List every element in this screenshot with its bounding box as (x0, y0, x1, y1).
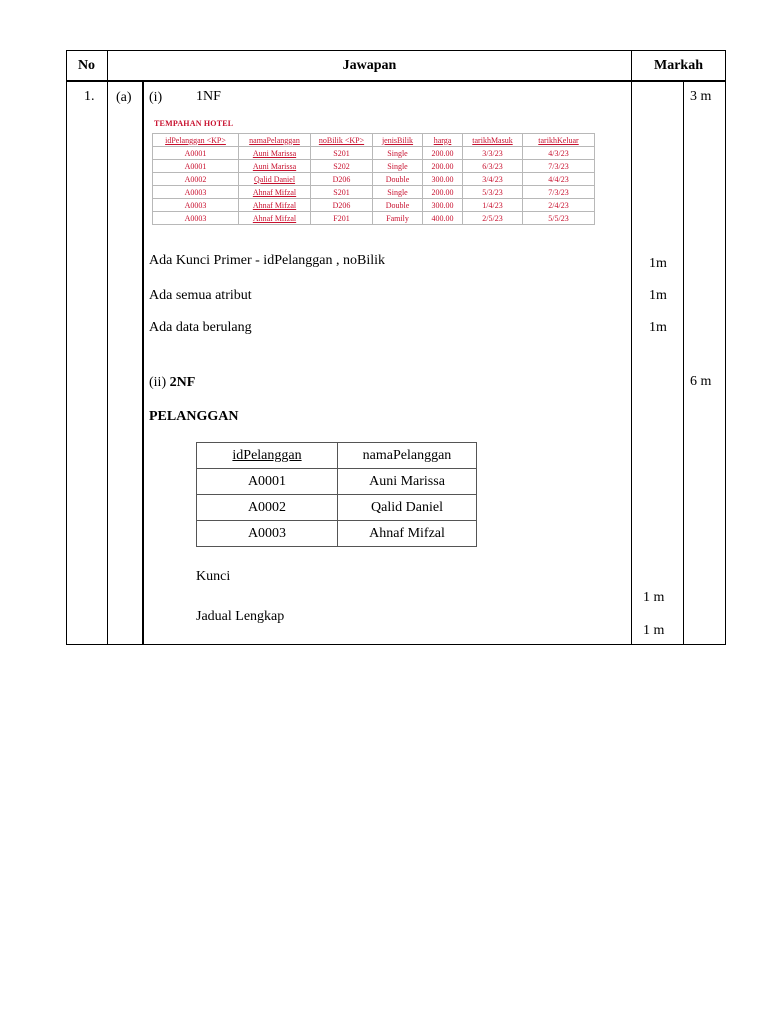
pelanggan-row (197, 495, 477, 521)
1nf-cell: Auni Marissa (239, 160, 311, 173)
1nf-header-cell: namaPelanggan (239, 134, 311, 147)
part-i-title: 1NF (196, 89, 221, 104)
1nf-cell: F201 (311, 212, 373, 225)
pelanggan-header-row (197, 443, 477, 469)
pelanggan-table (196, 442, 477, 547)
1nf-cell: Family (373, 212, 423, 225)
1nf-cell: Double (373, 173, 423, 186)
1nf-cell: Single (373, 147, 423, 160)
criterion-repeating-data: Ada data berulang (149, 320, 252, 335)
column-divider-jawapan (631, 50, 632, 645)
1nf-cell: A0001 (153, 147, 239, 160)
criterion-kunci: Kunci (196, 569, 231, 584)
1nf-cell: S202 (311, 160, 373, 173)
1nf-cell: S201 (311, 147, 373, 160)
part-ii-label: (ii) (149, 375, 167, 390)
pelanggan-cell: Ahnaf Mifzal (338, 521, 477, 547)
1nf-cell: 300.00 (423, 199, 463, 212)
table-border-top (66, 50, 726, 51)
1nf-cell: Ahnaf Mifzal (239, 186, 311, 199)
1nf-cell: 7/3/23 (523, 186, 595, 199)
criterion-repeating-data-mark: 1m (649, 320, 667, 335)
1nf-cell: 2/4/23 (523, 199, 595, 212)
1nf-cell: 3/4/23 (463, 173, 523, 186)
1nf-header-cell: harga (423, 134, 463, 147)
1nf-cell: 4/3/23 (523, 147, 595, 160)
1nf-cell: 5/5/23 (523, 212, 595, 225)
part-ii-total-mark: 6 m (690, 374, 712, 389)
1nf-cell: 2/5/23 (463, 212, 523, 225)
part-i-label: (i) (149, 90, 163, 105)
1nf-cell: A0001 (153, 160, 239, 173)
1nf-cell: D206 (311, 199, 373, 212)
1nf-table-image (150, 117, 596, 227)
1nf-cell: Ahnaf Mifzal (239, 199, 311, 212)
column-divider-subtotal (683, 81, 684, 645)
1nf-cell: 4/4/23 (523, 173, 595, 186)
criterion-jadual-lengkap: Jadual Lengkap (196, 609, 285, 624)
1nf-cell: A0003 (153, 186, 239, 199)
1nf-cell: 3/3/23 (463, 147, 523, 160)
1nf-row (153, 173, 595, 186)
1nf-header-cell: idPelanggan <KP> (153, 134, 239, 147)
criterion-primary-key: Ada Kunci Primer - idPelanggan , noBilik (149, 253, 386, 268)
criterion-all-attributes-mark: 1m (649, 288, 667, 303)
1nf-header-cell: tarikhMasuk (463, 134, 523, 147)
question-number: 1. (84, 89, 95, 104)
1nf-header-cell: jenisBilik (373, 134, 423, 147)
pelanggan-cell: A0003 (197, 521, 338, 547)
pelanggan-cell: Qalid Daniel (338, 495, 477, 521)
1nf-header-cell: tarikhKeluar (523, 134, 595, 147)
pelanggan-row (197, 521, 477, 547)
pelanggan-cell: A0001 (197, 469, 338, 495)
1nf-cell: 200.00 (423, 160, 463, 173)
criterion-primary-key-mark: 1m (649, 256, 667, 271)
1nf-row (153, 186, 595, 199)
1nf-row (153, 199, 595, 212)
pelanggan-cell: Auni Marissa (338, 469, 477, 495)
1nf-cell: Double (373, 199, 423, 212)
header-jawapan: Jawapan (342, 58, 397, 73)
pelanggan-row (197, 469, 477, 495)
header-markah: Markah (654, 58, 703, 73)
1nf-cell: Single (373, 160, 423, 173)
pelanggan-header-cell: namaPelanggan (338, 443, 477, 469)
pelanggan-cell: A0002 (197, 495, 338, 521)
question-part: (a) (116, 90, 132, 105)
1nf-cell: A0003 (153, 199, 239, 212)
1nf-row (153, 212, 595, 225)
pelanggan-table-name: PELANGGAN (149, 409, 239, 424)
part-ii-heading (149, 375, 195, 391)
1nf-cell: A0003 (153, 212, 239, 225)
1nf-cell: 1/4/23 (463, 199, 523, 212)
1nf-cell: 6/3/23 (463, 160, 523, 173)
1nf-cell: Ahnaf Mifzal (239, 212, 311, 225)
1nf-cell: Qalid Daniel (239, 173, 311, 186)
1nf-cell: 5/3/23 (463, 186, 523, 199)
1nf-row (153, 147, 595, 160)
criterion-kunci-mark: 1 m (643, 590, 665, 605)
header-no: No (77, 58, 96, 73)
table-border-right (725, 50, 726, 645)
header-border-bottom (66, 80, 726, 82)
1nf-cell: 200.00 (423, 186, 463, 199)
part-ii-title: 2NF (169, 375, 196, 390)
column-divider-no (107, 50, 108, 645)
table-border-left (66, 50, 67, 645)
criterion-jadual-lengkap-mark: 1 m (643, 623, 665, 638)
1nf-row (153, 160, 595, 173)
1nf-cell: Auni Marissa (239, 147, 311, 160)
1nf-header-cell: noBilik <KP> (311, 134, 373, 147)
1nf-cell: Single (373, 186, 423, 199)
column-divider-part (142, 81, 144, 645)
pelanggan-header-cell: idPelanggan (197, 443, 338, 469)
1nf-cell: 400.00 (423, 212, 463, 225)
1nf-cell: A0002 (153, 173, 239, 186)
table-border-bottom (66, 644, 726, 645)
criterion-all-attributes: Ada semua atribut (149, 288, 252, 303)
1nf-cell: D206 (311, 173, 373, 186)
1nf-cell: 200.00 (423, 147, 463, 160)
part-i-total-mark: 3 m (690, 89, 712, 104)
1nf-cell: S201 (311, 186, 373, 199)
1nf-cell: 7/3/23 (523, 160, 595, 173)
1nf-cell: 300.00 (423, 173, 463, 186)
1nf-table (152, 133, 595, 225)
1nf-table-caption: TEMPAHAN HOTEL (154, 119, 234, 128)
